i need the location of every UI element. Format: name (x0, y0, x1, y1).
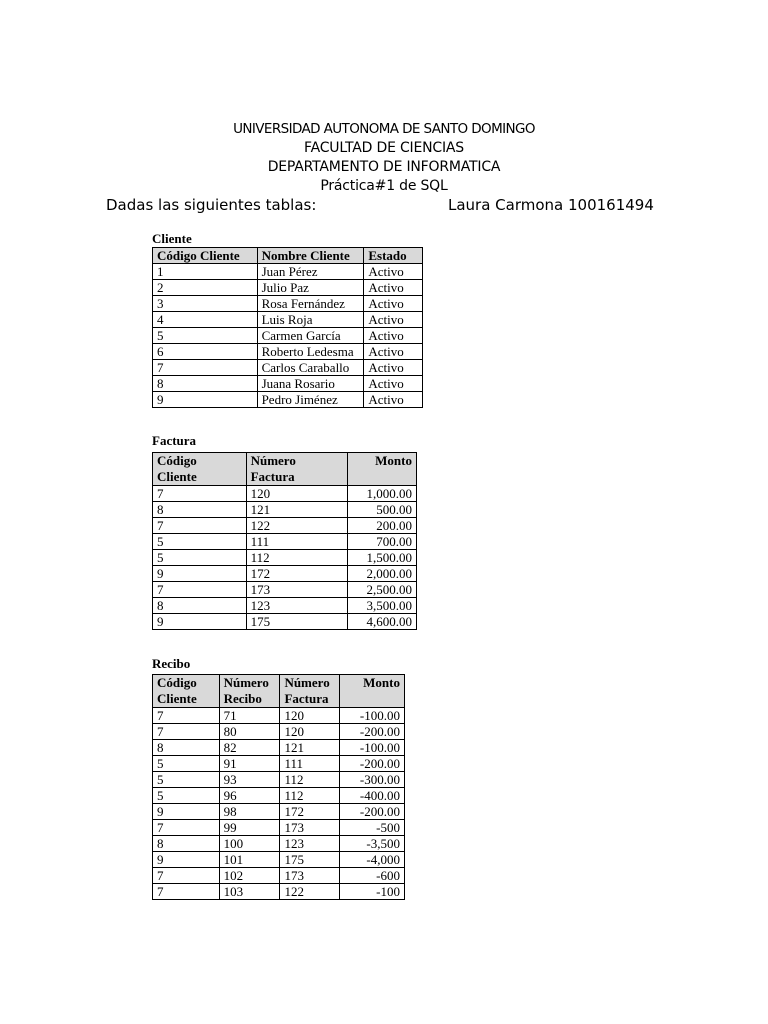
table-row (153, 884, 405, 900)
column-header: Monto (340, 675, 405, 708)
table-cell: -100.00 (340, 708, 405, 724)
table-cell: 2,500.00 (348, 582, 417, 598)
table-cell: Julio Paz (257, 280, 364, 296)
table-cell: Carlos Caraballo (257, 360, 364, 376)
table-cell: -200.00 (340, 756, 405, 772)
table-cell: 120 (280, 708, 340, 724)
table-cell: Juana Rosario (257, 376, 364, 392)
table-cell: 123 (246, 598, 348, 614)
table-cell: 112 (246, 550, 348, 566)
table-cell: 123 (280, 836, 340, 852)
table-cell: Pedro Jiménez (257, 392, 364, 408)
table-row (153, 820, 405, 836)
table-cell: 111 (246, 534, 348, 550)
table-cell: 3,500.00 (348, 598, 417, 614)
table-cell: -100 (340, 884, 405, 900)
table-row (153, 486, 417, 502)
table-cell: 4,600.00 (348, 614, 417, 630)
table-cell: 173 (280, 820, 340, 836)
table-cell: -3,500 (340, 836, 405, 852)
table-cell: 1 (153, 264, 258, 280)
table-cell: -4,000 (340, 852, 405, 868)
table-cell: 121 (280, 740, 340, 756)
table-row (153, 614, 417, 630)
table-cell: Activo (364, 296, 423, 312)
table-cell: 175 (246, 614, 348, 630)
table-cell: 7 (153, 868, 220, 884)
table-row (153, 344, 423, 360)
table-cell: 5 (153, 788, 220, 804)
table-cell: Roberto Ledesma (257, 344, 364, 360)
table-cell: 500.00 (348, 502, 417, 518)
table-cell: 82 (219, 740, 280, 756)
cliente-caption: Cliente (152, 231, 192, 246)
table-cell: 7 (153, 884, 220, 900)
table-cell: 120 (246, 486, 348, 502)
university-name: UNIVERSIDAD AUTONOMA DE SANTO DOMINGO (233, 121, 535, 137)
table-cell: 98 (219, 804, 280, 820)
practice-title: Práctica#1 de SQL (320, 178, 448, 194)
table-cell: 120 (280, 724, 340, 740)
table-cell: 5 (153, 328, 258, 344)
table-cell: 7 (153, 708, 220, 724)
table-cell: 175 (280, 852, 340, 868)
table-cell: 5 (153, 550, 247, 566)
table-cell: 9 (153, 614, 247, 630)
column-header: Nombre Cliente (257, 248, 364, 264)
table-cell: 7 (153, 360, 258, 376)
table-cell: 5 (153, 534, 247, 550)
table-row (153, 868, 405, 884)
table-cell: -300.00 (340, 772, 405, 788)
table-cell: 3 (153, 296, 258, 312)
table-cell: 700.00 (348, 534, 417, 550)
cliente-table (152, 247, 423, 408)
document-header (0, 120, 768, 196)
table-cell: 112 (280, 788, 340, 804)
faculty-name: FACULTAD DE CIENCIAS (304, 140, 464, 156)
table-cell: 5 (153, 772, 220, 788)
table-cell: 99 (219, 820, 280, 836)
table-cell: 96 (219, 788, 280, 804)
table-row (153, 392, 423, 408)
table-cell: -200.00 (340, 724, 405, 740)
table-cell: -100.00 (340, 740, 405, 756)
table-row (153, 852, 405, 868)
factura-table (152, 452, 417, 630)
table-cell: Activo (364, 360, 423, 376)
table-cell: Carmen García (257, 328, 364, 344)
table-cell: 111 (280, 756, 340, 772)
table-cell: Activo (364, 344, 423, 360)
table-cell: 200.00 (348, 518, 417, 534)
table-cell: 101 (219, 852, 280, 868)
table-cell: 7 (153, 582, 247, 598)
table-cell: 71 (219, 708, 280, 724)
table-cell: 5 (153, 756, 220, 772)
table-cell: 2 (153, 280, 258, 296)
table-row (153, 740, 405, 756)
table-row (153, 376, 423, 392)
table-cell: Activo (364, 392, 423, 408)
table-cell: 122 (246, 518, 348, 534)
table-cell: 93 (219, 772, 280, 788)
table-cell: 2,000.00 (348, 566, 417, 582)
table-row (153, 836, 405, 852)
table-cell: 100 (219, 836, 280, 852)
table-cell: 9 (153, 392, 258, 408)
table-row (153, 550, 417, 566)
table-row (153, 582, 417, 598)
department-name: DEPARTAMENTO DE INFORMATICA (267, 159, 501, 175)
column-header: Número Factura (246, 453, 348, 486)
column-header: Número Recibo (219, 675, 280, 708)
table-cell: 8 (153, 836, 220, 852)
table-row (153, 280, 423, 296)
table-cell: 172 (246, 566, 348, 582)
table-cell: Activo (364, 264, 423, 280)
table-cell: 121 (246, 502, 348, 518)
table-cell: 7 (153, 486, 247, 502)
table-row (153, 598, 417, 614)
column-header: Código Cliente (153, 675, 220, 708)
table-cell: 173 (246, 582, 348, 598)
table-row (153, 708, 405, 724)
instructions-text: Dadas las siguientes tablas: (106, 196, 317, 214)
table-cell: 172 (280, 804, 340, 820)
table-row (153, 296, 423, 312)
table-cell: -500 (340, 820, 405, 836)
table-cell: 122 (280, 884, 340, 900)
table-cell: -600 (340, 868, 405, 884)
table-cell: 9 (153, 852, 220, 868)
table-cell: 80 (219, 724, 280, 740)
column-header: Número Factura (280, 675, 340, 708)
table-cell: 91 (219, 756, 280, 772)
column-header: Código Cliente (153, 248, 258, 264)
table-cell: Activo (364, 376, 423, 392)
table-cell: 103 (219, 884, 280, 900)
table-cell: 9 (153, 566, 247, 582)
column-header: Código Cliente (153, 453, 247, 486)
table-row (153, 534, 417, 550)
table-cell: 173 (280, 868, 340, 884)
table-cell: Rosa Fernández (257, 296, 364, 312)
table-cell: Luis Roja (257, 312, 364, 328)
recibo-table (152, 674, 405, 900)
table-cell: -200.00 (340, 804, 405, 820)
table-cell: -400.00 (340, 788, 405, 804)
table-row (153, 360, 423, 376)
table-cell: 112 (280, 772, 340, 788)
table-row (153, 772, 405, 788)
table-cell: 6 (153, 344, 258, 360)
table-row (153, 756, 405, 772)
table-cell: 7 (153, 820, 220, 836)
author-name: Laura Carmona 100161494 (448, 196, 654, 214)
table-cell: 7 (153, 724, 220, 740)
column-header: Estado (364, 248, 423, 264)
table-row (153, 518, 417, 534)
table-cell: Activo (364, 312, 423, 328)
table-row (153, 724, 405, 740)
table-row (153, 312, 423, 328)
table-cell: 102 (219, 868, 280, 884)
table-cell: Juan Pérez (257, 264, 364, 280)
recibo-caption: Recibo (152, 656, 191, 671)
column-header: Monto (348, 453, 417, 486)
table-cell: 9 (153, 804, 220, 820)
table-cell: 8 (153, 376, 258, 392)
table-cell: Activo (364, 280, 423, 296)
table-row (153, 566, 417, 582)
table-cell: 1,000.00 (348, 486, 417, 502)
table-cell: 4 (153, 312, 258, 328)
table-cell: 8 (153, 598, 247, 614)
table-cell: 1,500.00 (348, 550, 417, 566)
table-cell: 8 (153, 502, 247, 518)
table-cell: Activo (364, 328, 423, 344)
table-row (153, 788, 405, 804)
table-cell: 7 (153, 518, 247, 534)
table-row (153, 264, 423, 280)
table-cell: 8 (153, 740, 220, 756)
table-row (153, 804, 405, 820)
factura-caption: Factura (152, 433, 197, 448)
table-row (153, 502, 417, 518)
table-row (153, 328, 423, 344)
